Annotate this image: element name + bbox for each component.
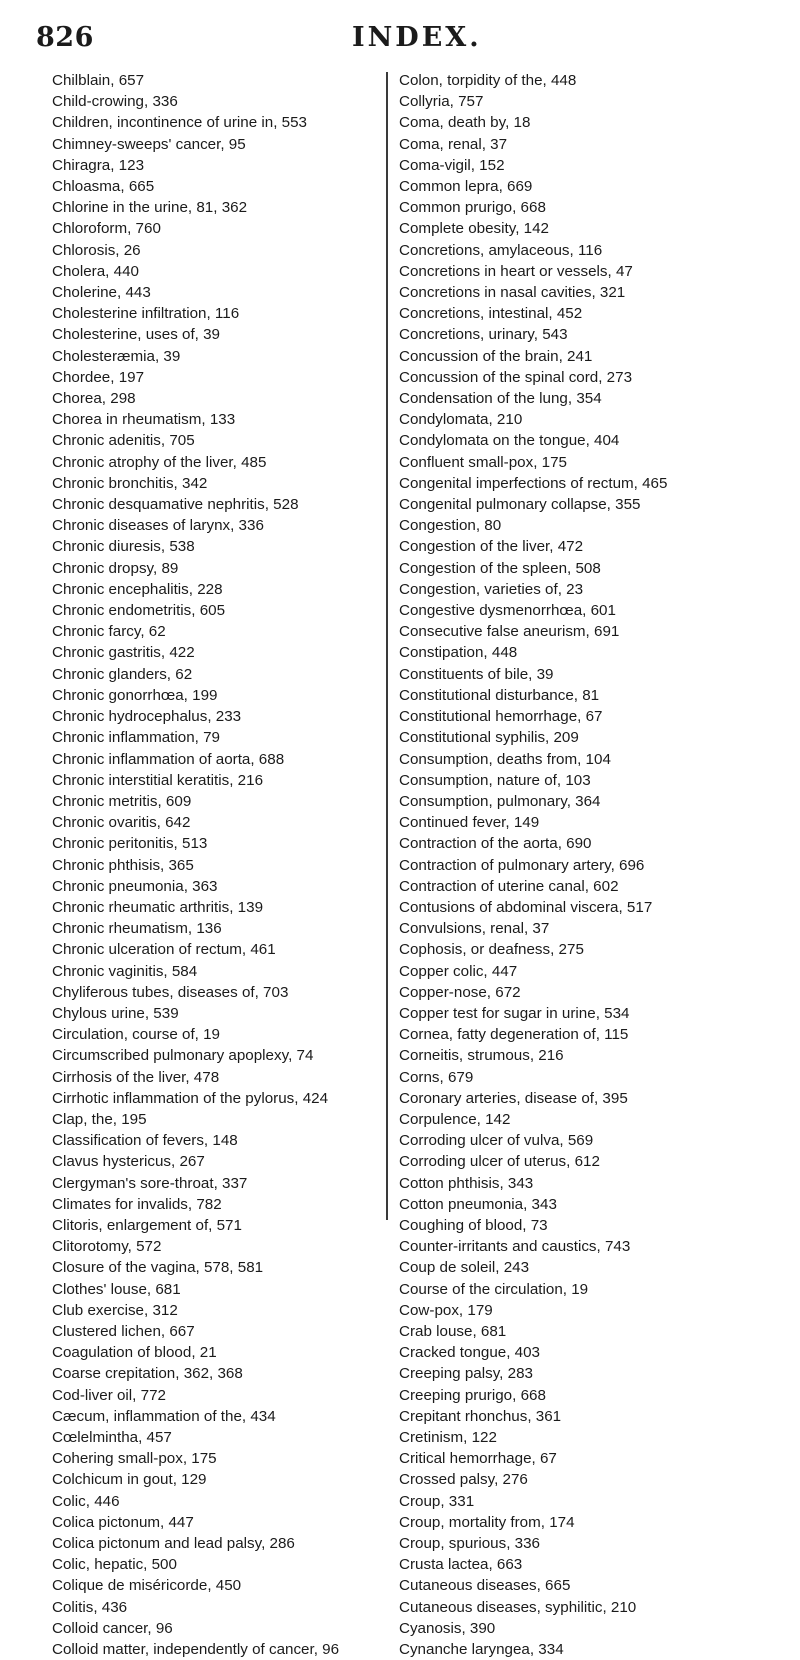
index-entry: Congenital pulmonary collapse, 355	[399, 496, 641, 514]
index-entry: Constipation, 448	[399, 644, 518, 662]
index-entry: Contraction of uterine canal, 602	[399, 877, 619, 895]
index-entry: Colica pictonum, 447	[52, 1513, 194, 1531]
index-entry: Chronic rheumatism, 136	[52, 920, 222, 938]
index-entry: Congestion of the liver, 472	[399, 538, 584, 556]
index-entry: Chronic inflammation, 79	[52, 729, 220, 747]
index-entry: Chronic diuresis, 538	[52, 538, 195, 556]
index-entry: Consumption, pulmonary, 364	[399, 792, 601, 810]
index-entry: Chronic phthisis, 365	[52, 856, 194, 874]
index-entry: Copper test for sugar in urine, 534	[399, 1004, 630, 1022]
index-entry: Chronic interstitial keratitis, 216	[52, 771, 264, 789]
index-entry: Congenital imperfections of rectum, 465	[399, 474, 668, 492]
left-index-column	[52, 70, 339, 1660]
index-entry: Clergyman's sore-throat, 337	[52, 1174, 248, 1192]
index-entry: Cracked tongue, 403	[399, 1344, 541, 1362]
index-entry: Corneitis, strumous, 216	[399, 1047, 564, 1065]
index-entry: Convulsions, renal, 37	[399, 920, 550, 938]
index-entry: Crossed palsy, 276	[399, 1471, 528, 1489]
index-entry: Constitutional syphilis, 209	[399, 729, 579, 747]
index-entry: Continued fever, 149	[399, 814, 540, 832]
index-entry: Counter-irritants and caustics, 743	[399, 1238, 631, 1256]
index-entry: Colic, hepatic, 500	[52, 1556, 177, 1574]
index-entry: Congestion, varieties of, 23	[399, 580, 584, 598]
index-entry: Cholesteræmia, 39	[52, 347, 181, 365]
index-entry: Colique de miséricorde, 450	[52, 1577, 242, 1595]
index-entry: Cow-pox, 179	[399, 1301, 493, 1319]
index-entry: Circulation, course of, 19	[52, 1026, 220, 1044]
index-entry: Cœlelmintha, 457	[52, 1429, 172, 1446]
index-entry: Clitorotomy, 572	[52, 1238, 162, 1256]
index-entry: Chiragra, 123	[52, 156, 145, 174]
index-entry: Clap, the, 195	[52, 1110, 147, 1128]
index-entry: Corroding ulcer of vulva, 569	[399, 1132, 594, 1150]
index-entry: Creeping palsy, 283	[399, 1365, 533, 1383]
index-entry: Corns, 679	[399, 1068, 474, 1086]
index-entry: Chorea, 298	[52, 390, 136, 408]
index-entry: Chronic dropsy, 89	[52, 559, 179, 577]
index-entry: Coma, death by, 18	[399, 114, 531, 132]
index-entry: Constituents of bile, 39	[399, 665, 554, 683]
index-entry: Cirrhosis of the liver, 478	[52, 1068, 220, 1086]
index-entry: Corpulence, 142	[399, 1110, 511, 1128]
index-entry: Chronic endometritis, 605	[52, 602, 226, 620]
index-entry: Colloid cancer, 96	[52, 1619, 173, 1637]
index-entry: Children, incontinence of urine in, 553	[52, 114, 307, 132]
index-entry: Cornea, fatty degeneration of, 115	[399, 1026, 629, 1044]
index-entry: Closure of the vagina, 578, 581	[52, 1259, 264, 1277]
index-entry: Chronic inflammation of aorta, 688	[52, 750, 285, 768]
index-entry: Concussion of the brain, 241	[399, 347, 593, 365]
index-entry: Contusions of abdominal viscera, 517	[399, 898, 653, 916]
index-entry: Cutaneous diseases, 665	[399, 1577, 571, 1595]
index-entry: Chronic vaginitis, 584	[52, 962, 198, 980]
index-entry: Coagulation of blood, 21	[52, 1344, 217, 1362]
index-entry: Collyria, 757	[399, 93, 484, 111]
index-entry: Chloasma, 665	[52, 178, 155, 196]
index-entry: Chronic ovaritis, 642	[52, 814, 191, 832]
index-entry: Course of the circulation, 19	[399, 1280, 589, 1298]
index-entry: Contraction of pulmonary artery, 696	[399, 856, 645, 874]
index-entry: Chronic atrophy of the liver, 485	[52, 453, 267, 471]
page-title: INDEX.	[352, 22, 482, 53]
index-entry: Chronic pneumonia, 363	[52, 877, 218, 895]
index-entry: Consumption, deaths from, 104	[399, 750, 611, 768]
index-entry: Concussion of the spinal cord, 273	[399, 368, 633, 386]
index-entry: Classification of fevers, 148	[52, 1132, 238, 1150]
index-entry: Complete obesity, 142	[399, 220, 549, 238]
index-entry: Critical hemorrhage, 67	[399, 1450, 557, 1468]
index-entry: Congestion of the spleen, 508	[399, 559, 601, 577]
index-entry: Cirrhotic inflammation of the pylorus, 424	[52, 1089, 329, 1107]
index-entry: Cyanosis, 390	[399, 1619, 496, 1637]
index-entry: Condylomata, 210	[399, 411, 523, 429]
index-entry: Chronic ulceration of rectum, 461	[52, 941, 276, 959]
index-entry: Cotton phthisis, 343	[399, 1174, 534, 1192]
index-entry: Chylous urine, 539	[52, 1004, 179, 1022]
index-entry: Coughing of blood, 73	[399, 1216, 548, 1234]
index-entry: Cophosis, or deafness, 275	[399, 941, 584, 959]
index-entry: Creeping prurigo, 668	[399, 1386, 546, 1404]
index-entry: Climates for invalids, 782	[52, 1195, 222, 1213]
index-entry: Condensation of the lung, 354	[399, 390, 602, 408]
index-entry: Club exercise, 312	[52, 1301, 178, 1319]
index-entry: Chronic gonorrhœa, 199	[52, 686, 218, 704]
index-entry: Chronic farcy, 62	[52, 623, 166, 641]
index-entry: Coma, renal, 37	[399, 135, 508, 153]
index-entry: Cholesterine infiltration, 116	[52, 305, 240, 323]
index-entry: Colitis, 436	[52, 1598, 128, 1616]
index-entry: Chorea in rheumatism, 133	[52, 411, 236, 429]
index-entry: Crepitant rhonchus, 361	[399, 1407, 562, 1425]
index-entry: Contraction of the aorta, 690	[399, 835, 592, 853]
index-entry: Corroding ulcer of uterus, 612	[399, 1153, 600, 1171]
page-number: 826	[36, 22, 94, 53]
index-entry: Croup, 331	[399, 1492, 475, 1510]
index-entry: Chimney-sweeps' cancer, 95	[52, 135, 246, 153]
index-entry: Chlorine in the urine, 81, 362	[52, 199, 248, 217]
index-entry: Constitutional disturbance, 81	[399, 686, 600, 704]
index-entry: Condylomata on the tongue, 404	[399, 432, 620, 450]
index-entry: Cholerine, 443	[52, 284, 151, 302]
index-entry: Chronic rheumatic arthritis, 139	[52, 898, 264, 916]
index-entry: Croup, spurious, 336	[399, 1535, 540, 1553]
index-entry: Congestion, 80	[399, 517, 502, 535]
index-entry: Child-crowing, 336	[52, 93, 178, 111]
index-entry: Chronic diseases of larynx, 336	[52, 517, 264, 535]
index-entry: Cotton pneumonia, 343	[399, 1195, 557, 1213]
index-entry: Coma-vigil, 152	[399, 156, 505, 174]
index-entry: Copper-nose, 672	[399, 983, 521, 1001]
index-entry: Cohering small-pox, 175	[52, 1450, 217, 1468]
index-entry: Colic, 446	[52, 1492, 120, 1510]
index-entry: Chronic desquamative nephritis, 528	[52, 496, 299, 514]
index-entry: Coup de soleil, 243	[399, 1259, 530, 1277]
index-entry: Chilblain, 657	[52, 72, 145, 89]
index-entry: Chronic hydrocephalus, 233	[52, 708, 242, 726]
index-entry: Chronic encephalitis, 228	[52, 580, 223, 598]
index-entry: Cretinism, 122	[399, 1429, 497, 1446]
index-entry: Colica pictonum and lead palsy, 286	[52, 1535, 295, 1553]
index-entry: Coarse crepitation, 362, 368	[52, 1365, 243, 1383]
index-entry: Chronic glanders, 62	[52, 665, 193, 683]
index-entry: Cutaneous diseases, syphilitic, 210	[399, 1598, 637, 1616]
right-index-column	[399, 70, 667, 1660]
index-entry: Cæcum, inflammation of the, 434	[52, 1407, 276, 1425]
index-entry: Crusta lactea, 663	[399, 1556, 523, 1574]
index-entry: Chronic peritonitis, 513	[52, 835, 208, 853]
index-entry: Consumption, nature of, 103	[399, 771, 591, 789]
column-divider	[386, 72, 388, 1220]
index-entry: Concretions in heart or vessels, 47	[399, 262, 633, 280]
index-entry: Chronic gastritis, 422	[52, 644, 195, 662]
index-entry: Chordee, 197	[52, 368, 145, 386]
index-entry: Clothes' louse, 681	[52, 1280, 181, 1298]
index-entry: Circumscribed pulmonary apoplexy, 74	[52, 1047, 314, 1065]
index-entry: Colchicum in gout, 129	[52, 1471, 207, 1489]
index-entry: Confluent small-pox, 175	[399, 453, 567, 471]
index-entry: Crab louse, 681	[399, 1322, 507, 1340]
index-entry: Coronary arteries, disease of, 395	[399, 1089, 628, 1107]
index-entry: Constitutional hemorrhage, 67	[399, 708, 603, 726]
index-entry: Chronic bronchitis, 342	[52, 474, 208, 492]
index-entry: Common prurigo, 668	[399, 199, 546, 217]
index-entry: Consecutive false aneurism, 691	[399, 623, 620, 641]
index-entry: Chronic metritis, 609	[52, 792, 192, 810]
index-entry: Chyliferous tubes, diseases of, 703	[52, 983, 289, 1001]
index-entry: Concretions, urinary, 543	[399, 326, 568, 344]
index-entry: Colloid matter, independently of cancer, 96	[52, 1641, 340, 1659]
index-entry: Cholera, 440	[52, 262, 139, 280]
index-entry: Concretions, intestinal, 452	[399, 305, 583, 323]
index-entry: Clustered lichen, 667	[52, 1322, 195, 1340]
index-entry: Concretions in nasal cavities, 321	[399, 284, 626, 302]
index-entry: Congestive dysmenorrhœa, 601	[399, 602, 616, 620]
index-entry: Chronic adenitis, 705	[52, 432, 195, 450]
index-entry: Cholesterine, uses of, 39	[52, 326, 221, 344]
index-entry: Chloroform, 760	[52, 220, 161, 238]
index-entry: Cynanche laryngea, 334	[399, 1641, 564, 1659]
index-entry: Concretions, amylaceous, 116	[399, 241, 603, 259]
index-entry: Croup, mortality from, 174	[399, 1513, 575, 1531]
index-entry: Chlorosis, 26	[52, 241, 141, 259]
index-entry: Clitoris, enlargement of, 571	[52, 1216, 242, 1234]
index-entry: Copper colic, 447	[399, 962, 518, 980]
index-entry: Cod-liver oil, 772	[52, 1386, 166, 1404]
index-entry: Colon, torpidity of the, 448	[399, 72, 577, 89]
index-entry: Common lepra, 669	[399, 178, 533, 196]
index-entry: Clavus hystericus, 267	[52, 1153, 205, 1171]
